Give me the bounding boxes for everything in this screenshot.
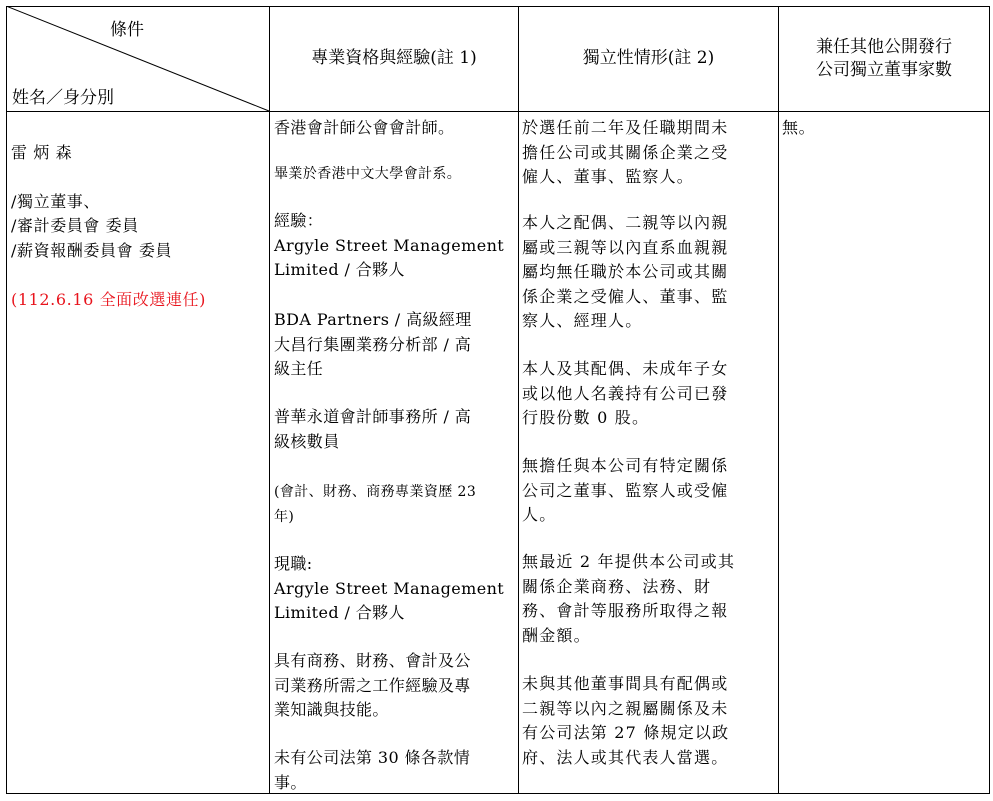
other-boards-value: 無。	[782, 118, 816, 137]
header-independence: 獨立性情形(註 2)	[582, 48, 715, 68]
column-divider-2	[518, 6, 519, 794]
header-condition-label: 條件	[110, 20, 144, 40]
qualification-item: BDA Partners / 高級經理 大昌行集團業務分析部 / 高 級主任	[274, 310, 472, 378]
qualification-item: 香港會計師公會會計師。	[274, 118, 455, 137]
column-divider-3	[778, 6, 779, 794]
director-cell	[11, 116, 267, 337]
independence-item: 本人及其配偶、未成年子女 或以他人名義持有公司已發 行股份數 0 股。	[522, 359, 729, 427]
table-right-border	[989, 6, 990, 794]
qualification-item: 畢業於香港中文大學會計系。	[274, 166, 462, 182]
election-note: (112.6.16 全面改選連任)	[11, 289, 207, 309]
qualification-item: 普華永道會計師事務所 / 高 級核數員	[274, 407, 472, 451]
header-qualifications: 專業資格與經驗(註 1)	[311, 48, 477, 68]
qualification-item: 未有公司法第 30 條各款情 事。	[274, 748, 471, 792]
header-other-boards: 兼任其他公開發行 公司獨立董事家數	[816, 37, 952, 80]
independence-item: 無最近 2 年提供本公司或其 關係企業商務、法務、財 務、會計等服務所取得之報 酬金額。	[522, 552, 736, 645]
qualification-item: 經驗： Argyle Street Management Limited / 合夥人	[274, 211, 505, 279]
independence-item: 無擔任與本公司有特定關係 公司之董事、監察人或受僱 人。	[522, 456, 729, 524]
independence-item: 於選任前二年及任職期間未 擔任公司或其關係企業之受 僱人、董事、監察人。	[522, 118, 729, 186]
qualification-item: (會計、財務、商務專業資歷 23 年)	[274, 484, 477, 525]
director-name: 雷 炳 森	[11, 142, 73, 162]
table-left-border	[6, 6, 7, 794]
independence-cell	[522, 0, 778, 801]
header-name-role-label: 姓名／身分別	[12, 88, 114, 108]
independence-item: 本人之配偶、二親等以內親 屬或三親等以內直系血親親 屬均無任職於本公司或其關 係企業之受僱人、董事、監 察人、經理人。	[522, 213, 729, 330]
director-roles: /獨立董事、 /審計委員會 委員 /薪資報酬委員會 委員	[11, 191, 173, 260]
column-divider-1	[269, 6, 270, 794]
qualification-item: 現職: Argyle Street Management Limited / 合夥人	[274, 554, 505, 622]
qualification-item: 具有商務、財務、會計及公 司業務所需之工作經驗及專 業知識與技能。	[274, 651, 471, 719]
qualifications-cell	[274, 0, 518, 801]
independence-item: 未與其他董事間具有配偶或 二親等以內之親屬關係及未 有公司法第 27 條規定以政 府、法人或其代表人當選。	[522, 674, 730, 767]
